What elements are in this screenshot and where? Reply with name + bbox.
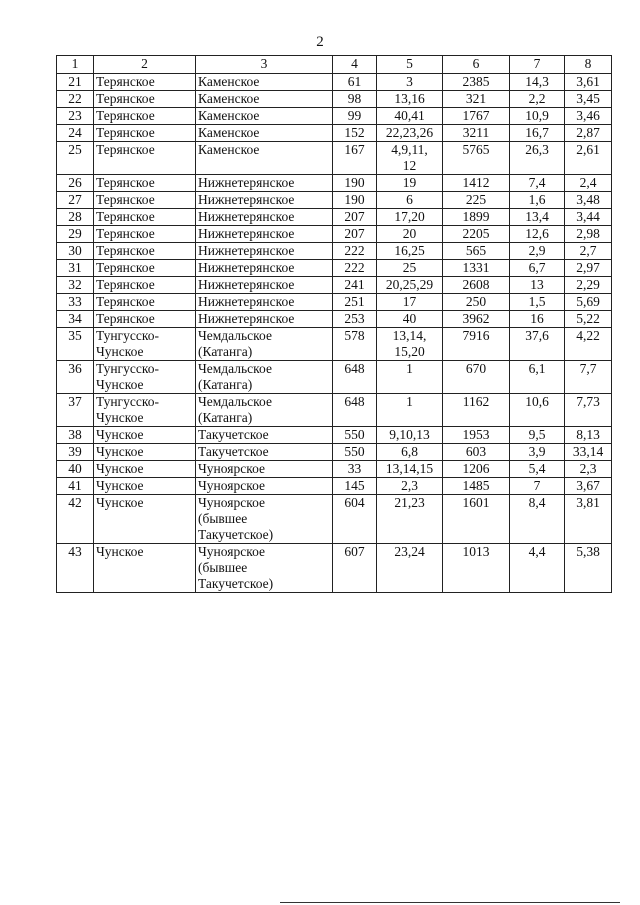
column-header: 6 [443,56,510,74]
table-cell: 550 [333,444,377,461]
table-row [57,444,612,461]
table-cell: 2,87 [565,125,612,142]
table-cell: 9,5 [510,427,565,444]
table-cell: 6,7 [510,260,565,277]
table-cell: 23,24 [377,544,443,593]
table-row [57,192,612,209]
table-cell: 21 [57,74,94,91]
table-cell: 5,4 [510,461,565,478]
table-cell: Терянское [94,91,196,108]
table-cell: 3,45 [565,91,612,108]
table-cell: Каменское [196,91,333,108]
table-cell: 3,67 [565,478,612,495]
table-cell: 26,3 [510,142,565,175]
table-cell: Нижнетерянское [196,175,333,192]
table-cell: 1601 [443,495,510,544]
table-cell: 20 [377,226,443,243]
column-header: 3 [196,56,333,74]
page-number: 2 [316,34,324,50]
table-cell: Терянское [94,74,196,91]
table-cell: 21,23 [377,495,443,544]
table-cell: 5765 [443,142,510,175]
table-cell: 2,3 [565,461,612,478]
table-cell: 3,48 [565,192,612,209]
table-cell: 17,20 [377,209,443,226]
table-cell: 6,1 [510,361,565,394]
table-cell: 648 [333,361,377,394]
table-cell: 603 [443,444,510,461]
table-cell: 1953 [443,427,510,444]
table-cell: Нижнетерянское [196,226,333,243]
table-cell: 28 [57,209,94,226]
table-row [57,328,612,361]
table-cell: 22 [57,91,94,108]
column-header: 1 [57,56,94,74]
table-cell: 7,7 [565,361,612,394]
table-cell: 16,25 [377,243,443,260]
table-cell: 29 [57,226,94,243]
table-cell: 1412 [443,175,510,192]
table-cell: Нижнетерянское [196,311,333,328]
table-cell: Каменское [196,125,333,142]
table-cell: 5,69 [565,294,612,311]
table-cell: 3,81 [565,495,612,544]
table-cell: 40 [57,461,94,478]
table-cell: Терянское [94,243,196,260]
table-cell: 550 [333,427,377,444]
table-cell: 1,6 [510,192,565,209]
table-cell: 2,29 [565,277,612,294]
table-cell: Терянское [94,192,196,209]
table-cell: 2,3 [377,478,443,495]
table-cell: Нижнетерянское [196,294,333,311]
table-cell: 13 [510,277,565,294]
table-cell: Терянское [94,260,196,277]
table-cell: 3,44 [565,209,612,226]
table-cell: 2,61 [565,142,612,175]
table-cell: 225 [443,192,510,209]
table-cell: 207 [333,226,377,243]
table-cell: 41 [57,478,94,495]
table-cell: 42 [57,495,94,544]
table-cell: 670 [443,361,510,394]
table-cell: 241 [333,277,377,294]
table-cell: 25 [57,142,94,175]
table-cell: 648 [333,394,377,427]
table-cell: 25 [377,260,443,277]
table-cell: Нижнетерянское [196,243,333,260]
table-cell: 565 [443,243,510,260]
table-cell: 1899 [443,209,510,226]
table-cell: 2,97 [565,260,612,277]
table-cell: Чемдальское (Катанга) [196,394,333,427]
table-cell: 13,4 [510,209,565,226]
table-cell: 23 [57,108,94,125]
bottom-rule [280,902,620,903]
table-cell: 5,38 [565,544,612,593]
table-cell: Чунское [94,478,196,495]
table-row [57,394,612,427]
table-cell: 7916 [443,328,510,361]
table-cell: 207 [333,209,377,226]
table-row [57,427,612,444]
table-row [57,260,612,277]
table-cell: Нижнетерянское [196,192,333,209]
table-cell: 145 [333,478,377,495]
table-cell: 20,25,29 [377,277,443,294]
table-cell: 250 [443,294,510,311]
table-cell: 13,16 [377,91,443,108]
table-cell: Терянское [94,125,196,142]
table-cell: Чунское [94,461,196,478]
table-row [57,91,612,108]
table-cell: 13,14, 15,20 [377,328,443,361]
table-cell: Тунгусско- Чунское [94,394,196,427]
table-cell: 1485 [443,478,510,495]
table-cell: 98 [333,91,377,108]
table-cell: 35 [57,328,94,361]
table-cell: 3962 [443,311,510,328]
table-cell: 4,22 [565,328,612,361]
table-cell: 3,61 [565,74,612,91]
table-row [57,142,612,175]
table-cell: Такучетское [196,444,333,461]
table-cell: 16 [510,311,565,328]
table-cell: 3 [377,74,443,91]
table-cell: 10,6 [510,394,565,427]
table-cell: 6,8 [377,444,443,461]
table-row [57,108,612,125]
table-row [57,209,612,226]
table-cell: 1 [377,394,443,427]
table-cell: 2205 [443,226,510,243]
table-cell: Чунское [94,495,196,544]
table-cell: 4,4 [510,544,565,593]
column-header: 2 [94,56,196,74]
table-cell: 2385 [443,74,510,91]
table-cell: Тунгусско- Чунское [94,328,196,361]
table-cell: 2,9 [510,243,565,260]
table-cell: Терянское [94,175,196,192]
table-cell: 22,23,26 [377,125,443,142]
table-cell: 1767 [443,108,510,125]
table-cell: 36 [57,361,94,394]
table-cell: Нижнетерянское [196,260,333,277]
table-cell: Терянское [94,277,196,294]
table-cell: Чунское [94,444,196,461]
table-cell: Терянское [94,108,196,125]
table-cell: Чуноярское (бывшее Такучетское) [196,544,333,593]
table-cell: 1013 [443,544,510,593]
table-cell: 12,6 [510,226,565,243]
table-cell: Терянское [94,311,196,328]
table-cell: Такучетское [196,427,333,444]
table-cell: Каменское [196,142,333,175]
table-cell: Терянское [94,142,196,175]
table-row [57,175,612,192]
table-cell: 31 [57,260,94,277]
table-cell: Терянское [94,226,196,243]
column-header: 5 [377,56,443,74]
table-row [57,495,612,544]
table-cell: 8,13 [565,427,612,444]
column-header: 8 [565,56,612,74]
table-cell: 4,9,11, 12 [377,142,443,175]
table-cell: 40,41 [377,108,443,125]
table-cell: Каменское [196,108,333,125]
table-cell: 37 [57,394,94,427]
table-cell: 1206 [443,461,510,478]
table-cell: 1 [377,361,443,394]
table-row [57,478,612,495]
table-cell: 604 [333,495,377,544]
table-cell: Тунгусско- Чунское [94,361,196,394]
table-cell: 167 [333,142,377,175]
table-cell: 3,9 [510,444,565,461]
table-cell: 1,5 [510,294,565,311]
table-row [57,461,612,478]
table-cell: 33 [57,294,94,311]
table-cell: 152 [333,125,377,142]
table-cell: 24 [57,125,94,142]
table-cell: 321 [443,91,510,108]
table-cell: 2,98 [565,226,612,243]
table-cell: Чунское [94,544,196,593]
table-cell: 39 [57,444,94,461]
table-cell: 33,14 [565,444,612,461]
table-cell: 43 [57,544,94,593]
table-cell: Каменское [196,74,333,91]
table-row [57,226,612,243]
table-cell: 27 [57,192,94,209]
table-row [57,74,612,91]
table-row [57,243,612,260]
table-cell: 17 [377,294,443,311]
table-cell: Нижнетерянское [196,209,333,226]
table-cell: 190 [333,192,377,209]
table-cell: 1331 [443,260,510,277]
table-cell: 251 [333,294,377,311]
table-cell: 7,73 [565,394,612,427]
table-cell: 2,7 [565,243,612,260]
data-table [56,55,612,593]
table-cell: 1162 [443,394,510,427]
column-header: 4 [333,56,377,74]
table-cell: 30 [57,243,94,260]
table-header-row [57,56,612,74]
table-cell: 7 [510,478,565,495]
table-cell: 9,10,13 [377,427,443,444]
table-cell: 34 [57,311,94,328]
table-cell: 5,22 [565,311,612,328]
table-cell: 2608 [443,277,510,294]
table-row [57,311,612,328]
table-cell: 32 [57,277,94,294]
table-cell: 13,14,15 [377,461,443,478]
table-row [57,277,612,294]
table-cell: 99 [333,108,377,125]
table-cell: 2,2 [510,91,565,108]
table-cell: 10,9 [510,108,565,125]
table-cell: 33 [333,461,377,478]
table-cell: 222 [333,260,377,277]
table-cell: 607 [333,544,377,593]
table-cell: Чуноярское [196,461,333,478]
table-cell: 2,4 [565,175,612,192]
table-cell: Чунское [94,427,196,444]
table-cell: 253 [333,311,377,328]
table-cell: Чуноярское [196,478,333,495]
table-cell: 37,6 [510,328,565,361]
table-cell: Чемдальское (Катанга) [196,328,333,361]
table-cell: 3211 [443,125,510,142]
table-row [57,361,612,394]
table-cell: 38 [57,427,94,444]
table-cell: Терянское [94,209,196,226]
table-cell: Нижнетерянское [196,277,333,294]
table-row [57,294,612,311]
table-cell: Чуноярское (бывшее Такучетское) [196,495,333,544]
column-header: 7 [510,56,565,74]
table-cell: Чемдальское (Катанга) [196,361,333,394]
table-row [57,125,612,142]
table-cell: 14,3 [510,74,565,91]
table-cell: 7,4 [510,175,565,192]
table-cell: Терянское [94,294,196,311]
table-cell: 578 [333,328,377,361]
table-cell: 16,7 [510,125,565,142]
table-cell: 6 [377,192,443,209]
table-cell: 190 [333,175,377,192]
table-cell: 61 [333,74,377,91]
table-row [57,544,612,593]
table-cell: 19 [377,175,443,192]
table-cell: 26 [57,175,94,192]
table-cell: 8,4 [510,495,565,544]
table-body [57,74,612,593]
table-cell: 3,46 [565,108,612,125]
table-cell: 222 [333,243,377,260]
table-cell: 40 [377,311,443,328]
